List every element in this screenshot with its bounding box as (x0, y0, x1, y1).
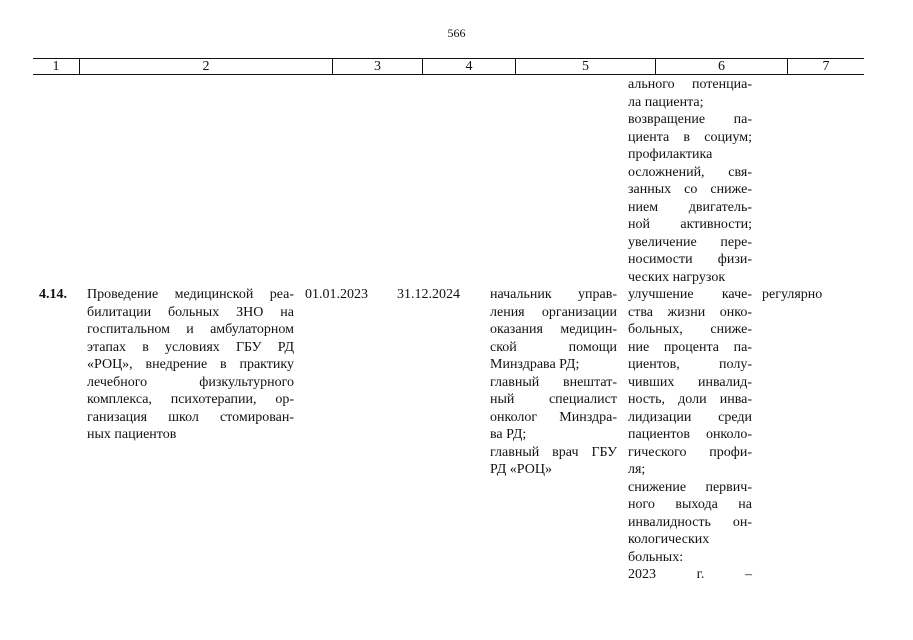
text-line: больных: (628, 549, 684, 565)
text-line: ность, доли инва- (628, 392, 752, 407)
text-line: оказания медицин- (490, 322, 617, 337)
text-line: ской помощи (490, 339, 617, 355)
text-line: снижение первич- (628, 479, 752, 495)
text-line: этапах в условиях ГБУ РД (87, 339, 294, 355)
text-line: чивших инвалид- (628, 374, 752, 390)
text-line: циентов, полу- (628, 357, 752, 372)
text-line: профилактика (628, 147, 713, 162)
text-line: госпитальном и амбулаторном (87, 322, 294, 337)
text-line: носимости физи- (628, 252, 752, 267)
expected-result (628, 286, 752, 584)
page-number: 566 (447, 26, 466, 40)
text-line: ние процента па- (628, 339, 752, 355)
text-line: улучшение каче- (628, 287, 752, 302)
row-number: 4.14. (39, 287, 67, 302)
column-header-5: 5 (516, 59, 656, 74)
continued-result-text (628, 76, 752, 286)
text-line: ной активности; (628, 217, 752, 232)
text-line: Минздрава РД; (490, 357, 580, 372)
column-header-7: 7 (822, 59, 830, 74)
text-line: ства жизни онко- (628, 304, 752, 320)
text-line: ный специалист (490, 392, 617, 407)
text-line: гического профи- (628, 444, 752, 460)
end-date: 31.12.2024 (397, 287, 460, 302)
text-line: ганизация школ стомирован- (87, 409, 294, 425)
text-line: увеличение пере- (628, 234, 752, 250)
text-line: кологических (628, 532, 710, 547)
text-line: билитации больных ЗНО на (87, 304, 294, 320)
row-description (87, 286, 294, 444)
text-line: ных пациентов (87, 427, 177, 442)
text-line: инвалидность он- (628, 514, 752, 530)
text-line: осложнений, свя- (628, 164, 752, 180)
text-line: комплекса, психотерапии, ор- (87, 392, 294, 407)
text-line: пациентов онколо- (628, 427, 752, 442)
column-header-6: 6 (656, 59, 788, 74)
text-line: ального потенциа- (628, 77, 752, 92)
column-header-3: 3 (333, 59, 423, 74)
text-line: ла пациента; (628, 94, 704, 110)
text-line: лечебного физкультурного (87, 374, 294, 390)
frequency: регулярно (762, 287, 823, 302)
text-line: главный врач ГБУ (490, 444, 617, 460)
text-line: Проведение медицинской реа- (87, 287, 294, 302)
text-line: лидизации среди (628, 409, 752, 425)
text-line: ного выхода на (628, 497, 752, 512)
text-line: ля; (628, 462, 646, 477)
text-line: ческих нагрузок (628, 269, 726, 285)
text-line: главный внештат- (490, 374, 617, 390)
text-line: ва РД; (490, 427, 527, 442)
text-line: нием двигатель- (628, 199, 752, 215)
text-line: онколог Минздра- (490, 409, 617, 425)
text-line: возвращение па- (628, 112, 752, 127)
text-line: начальник управ- (490, 287, 617, 302)
text-line: РД «РОЦ» (490, 462, 552, 477)
text-line: ления организации (490, 304, 617, 320)
column-header-2: 2 (80, 59, 333, 74)
text-line: больных, сниже- (628, 322, 752, 337)
column-header-1: 1 (33, 59, 80, 74)
text-line: «РОЦ», внедрение в практику (87, 357, 294, 372)
text-line: занных со сниже- (628, 182, 752, 197)
column-header-4: 4 (423, 59, 516, 74)
start-date: 01.01.2023 (305, 287, 368, 302)
text-line: 2023 г. – (628, 567, 752, 582)
responsible-persons (490, 286, 617, 479)
table-header-row (33, 58, 864, 75)
text-line: циента в социум; (628, 129, 752, 145)
